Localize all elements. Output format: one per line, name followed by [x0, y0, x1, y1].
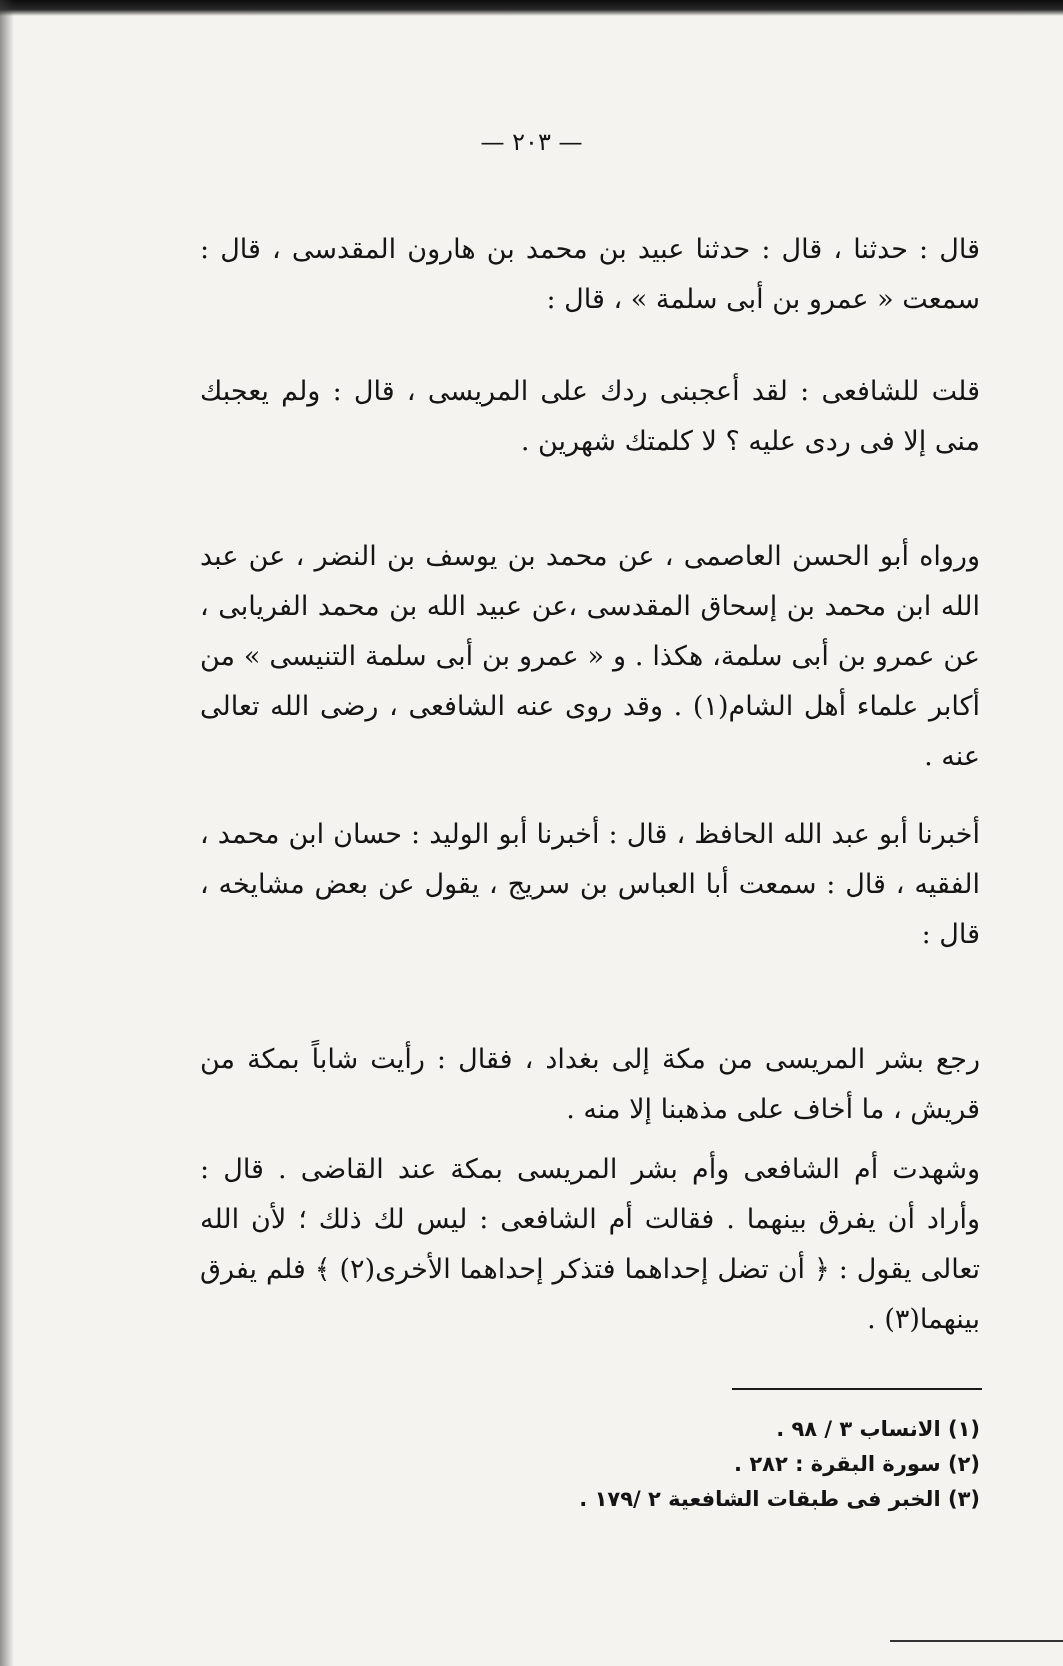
paragraph-2	[200, 367, 980, 467]
footnote-1: (١) الانساب ٣ / ٩٨ .	[776, 1417, 980, 1441]
scan-top-edge	[0, 0, 1063, 16]
paragraph-3	[200, 532, 980, 782]
paragraph-text: وشهدت أم الشافعى وأم بشر المريسى بمكة عند القاضى . قال : وأراد أن يفرق بينهما . فقالت أم الشافعى : ليس لك ذلك ؛ لأن الله تعالى يقول : ﴿ أن تضل إحداهما فتذكر إحداهما الأخرى(٢) ﴾ فلم يفرق بينهما(٣) .	[200, 1154, 980, 1335]
footnotes	[520, 1412, 980, 1517]
footnote-3: (٣) الخبر فى طبقات الشافعية ٢ /١٧٩ .	[579, 1487, 980, 1511]
paragraph-text: قال : حدثنا ، قال : حدثنا عبيد بن محمد بن هارون المقدسى ، قال : سمعت « عمرو بن أبى سلمة » ، قال :	[200, 234, 980, 315]
paragraph-text: ورواه أبو الحسن العاصمى ، عن محمد بن يوسف بن النضر ، عن عبد الله ابن محمد بن إسحاق المقدسى ،عن عبيد الله بن محمد الفريابى ، عن عمرو بن أبى سلمة، هكذا . و « عمرو بن أبى سلمة التنيسى » من أكابر علماء أهل الشام(١) . وقد روى عنه الشافعى ، رضى الله تعالى عنه .	[200, 541, 980, 772]
paragraph-1	[200, 225, 980, 325]
paragraph-5	[200, 1035, 980, 1135]
scan-bottom-rule	[890, 1640, 1063, 1642]
page-number: — ٢٠٣ —	[480, 128, 583, 156]
paragraph-text: قلت للشافعى : لقد أعجبنى ردك على المريسى ، قال : ولم يعجبك منى إلا فى ردى عليه ؟ لا كلمتك شهرين .	[200, 376, 980, 457]
paragraph-6	[200, 1145, 980, 1345]
scan-left-edge	[0, 0, 14, 1666]
paragraph-4	[200, 810, 980, 960]
footnote-divider	[732, 1388, 982, 1390]
paragraph-text: أخبرنا أبو عبد الله الحافظ ، قال : أخبرنا أبو الوليد : حسان ابن محمد ، الفقيه ، قال : سمعت أبا العباس بن سريج ، يقول عن بعض مشايخه ، قال :	[200, 819, 980, 950]
paragraph-text: رجع بشر المريسى من مكة إلى بغداد ، فقال : رأيت شاباً بمكة من قريش ، ما أخاف على مذهبنا إلا منه .	[200, 1044, 980, 1125]
footnote-2: (٢) سورة البقرة : ٢٨٢ .	[734, 1452, 980, 1476]
